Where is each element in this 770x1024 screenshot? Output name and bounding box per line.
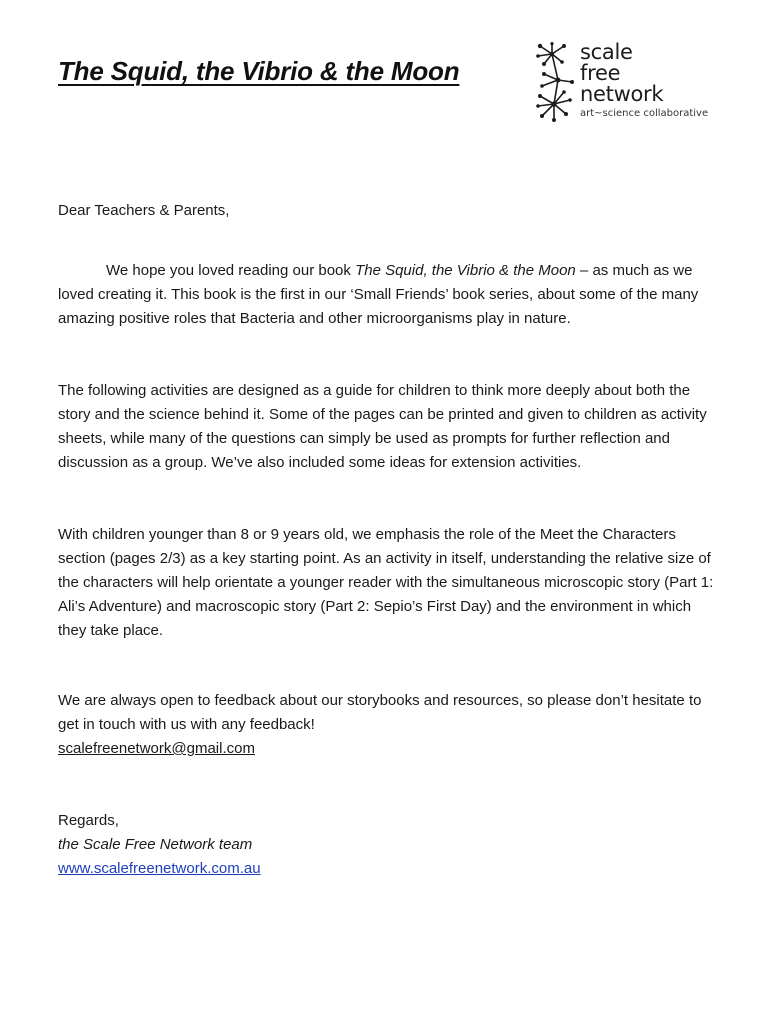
regards-text: Regards, xyxy=(58,812,119,829)
email-link[interactable]: scalefreenetwork@gmail.com xyxy=(58,740,255,757)
website-link[interactable]: www.scalefreenetwork.com.au xyxy=(58,860,261,877)
scale-free-network-logo xyxy=(536,42,718,130)
logo-word-scale: scale xyxy=(580,40,633,64)
signature-text: the Scale Free Network team xyxy=(58,836,253,853)
salutation-text: Dear Teachers & Parents, xyxy=(58,202,230,219)
paragraph-intro xyxy=(58,259,718,331)
closing-block xyxy=(58,809,718,881)
logo-tagline: art~science collaborative xyxy=(580,108,709,119)
intro-text-start: We hope you loved reading our book xyxy=(106,262,356,279)
paragraph-feedback xyxy=(58,689,718,761)
document-title: The Squid, the Vibrio & the Moon xyxy=(58,56,460,86)
paragraph-younger-children xyxy=(58,523,718,643)
paragraph-activities xyxy=(58,379,718,475)
salutation xyxy=(58,199,718,223)
intro-text-end: – as much as we loved creating it. This book is the first in our ‘Small Friends’ book series, about some of the many amazing positive roles that Bacteria and other microorganisms play in nature. xyxy=(58,262,699,327)
paragraph-younger-children-text: With children younger than 8 or 9 years old, we emphasis the role of the Meet the Characters section (pages 2/3) as a key starting point. As an activity in itself, understanding the relative size of the characters will help orientate a younger reader with the simultaneous microscopic story (Part 1: Ali’s Adventure) and macroscopic story (Part 2: Sepio’s First Day) and the environment in which they take place. xyxy=(58,526,714,639)
paragraph-activities-text: The following activities are designed as a guide for children to think more deeply about both the story and the science behind it. Some of the pages can be printed and given to children as activity sheets, while many of the questions can simply be used as prompts for further reflection and discussion as a group. We’ve also included some ideas for extension activities. xyxy=(58,382,707,471)
paragraph-intro-text xyxy=(58,259,718,331)
book-title-inline: The Squid, the Vibrio & the Moon xyxy=(355,262,576,279)
logo-word-network: network xyxy=(580,82,664,106)
logo-word-free: free xyxy=(580,61,621,85)
network-starburst-icon xyxy=(536,42,584,130)
paragraph-feedback-text: We are always open to feedback about our storybooks and resources, so please don’t hesitate to get in touch with us with any feedback! xyxy=(58,692,702,733)
logo-wordmark xyxy=(580,42,663,105)
